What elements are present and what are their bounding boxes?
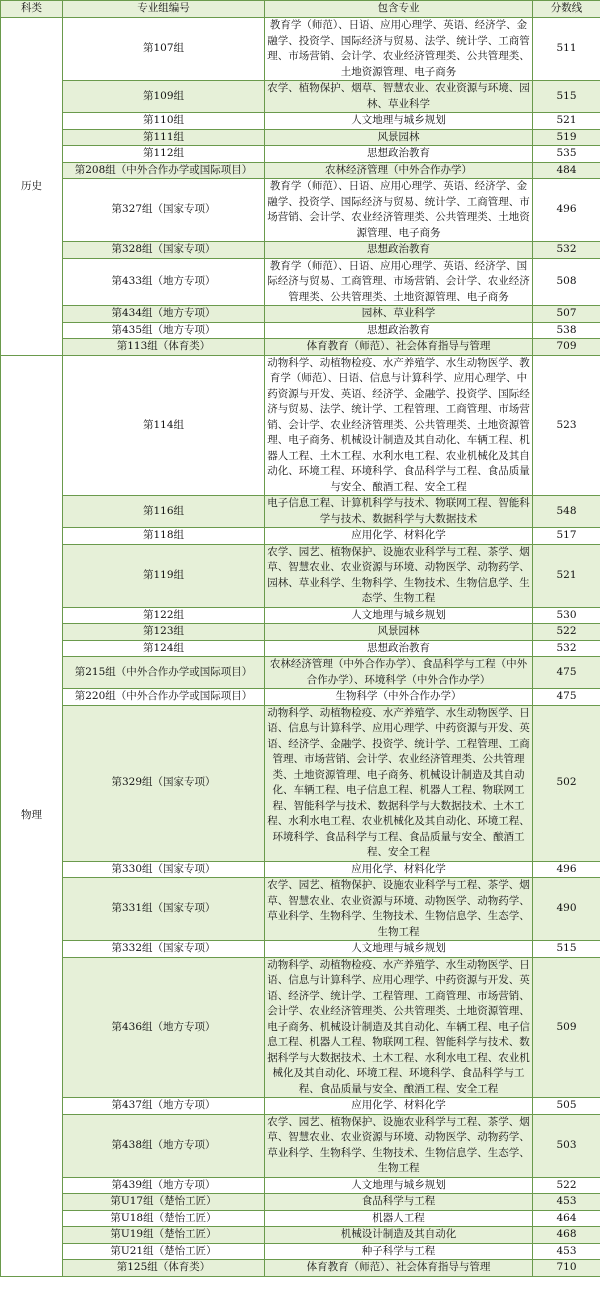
majors-cell: 人文地理与城乡规划 (265, 113, 533, 130)
group-code-cell: 第U18组（楚怡工匠） (63, 1210, 265, 1227)
table-row (1, 657, 600, 689)
score-cell: 509 (533, 957, 600, 1098)
majors-cell: 体育教育（师范）、社会体育指导与管理 (265, 339, 533, 356)
score-cell: 523 (533, 355, 600, 496)
majors-cell: 应用化学、材料化学 (265, 528, 533, 545)
group-code-cell: 第435组（地方专项） (63, 322, 265, 339)
group-code-cell: 第124组 (63, 640, 265, 657)
score-cell: 532 (533, 640, 600, 657)
score-cell: 475 (533, 657, 600, 689)
table-row (1, 957, 600, 1098)
table-row (1, 941, 600, 958)
majors-cell: 农学、园艺、植物保护、设施农业科学与工程、茶学、烟草、智慧农业、农业资源与环境、动物医学、动物药学、园林、草业科学、生物科学、生物技术、生物信息学、生态学、生物工程 (265, 544, 533, 607)
majors-cell: 食品科学与工程 (265, 1194, 533, 1211)
table-row (1, 179, 600, 242)
table-row (1, 1114, 600, 1177)
majors-cell: 风景园林 (265, 624, 533, 641)
score-cell: 548 (533, 496, 600, 528)
table-row (1, 146, 600, 163)
table-row (1, 1177, 600, 1194)
score-cell: 521 (533, 113, 600, 130)
majors-cell: 人文地理与城乡规划 (265, 607, 533, 624)
table-row (1, 878, 600, 941)
table-row (1, 1227, 600, 1244)
group-code-cell: 第107组 (63, 18, 265, 81)
majors-cell: 风景园林 (265, 129, 533, 146)
header-category: 科类 (1, 1, 63, 18)
table-row (1, 339, 600, 356)
score-cell: 502 (533, 705, 600, 861)
majors-cell: 电子信息工程、计算机科学与技术、物联网工程、智能科学与技术、数据科学与大数据技术 (265, 496, 533, 528)
majors-cell: 农学、园艺、植物保护、设施农业科学与工程、茶学、烟草、智慧农业、农业资源与环境、动物医学、动物药学、草业科学、生物科学、生物技术、生物信息学、生态学、生物工程 (265, 1114, 533, 1177)
majors-cell: 农林经济管理（中外合作办学）、食品科学与工程（中外合作办学）、环境科学（中外合作办学） (265, 657, 533, 689)
table-row (1, 1210, 600, 1227)
table-row (1, 242, 600, 259)
score-cell: 515 (533, 941, 600, 958)
group-code-cell: 第434组（地方专项） (63, 306, 265, 323)
group-code-cell: 第437组（地方专项） (63, 1098, 265, 1115)
score-cell: 522 (533, 1177, 600, 1194)
group-code-cell: 第327组（国家专项） (63, 179, 265, 242)
table-row (1, 607, 600, 624)
score-cell: 508 (533, 258, 600, 306)
group-code-cell: 第110组 (63, 113, 265, 130)
majors-cell: 应用化学、材料化学 (265, 861, 533, 878)
majors-cell: 人文地理与城乡规划 (265, 941, 533, 958)
score-cell: 503 (533, 1114, 600, 1177)
group-code-cell: 第436组（地方专项） (63, 957, 265, 1098)
score-cell: 530 (533, 607, 600, 624)
table-row (1, 1098, 600, 1115)
majors-cell: 动物科学、动植物检疫、水产养殖学、水生动物医学、教育学（师范）、日语、信息与计算科学、应用心理学、中药资源与开发、英语、经济学、金融学、投资学、国际经济与贸易、法学、统计学、工程管理、工商管理、市场营销、会计学、农业经济管理类、公共管理类、土地资源管理、电子商务、机械设计制造及其自动化、车辆工程、机器人工程、土木工程、水利水电工程、农业机械化及其自动化、环境工程、环境科学、食品科学与工程、食品质量与安全、酿酒工程、安全工程 (265, 355, 533, 496)
header-row (1, 1, 600, 18)
table-row (1, 705, 600, 861)
group-code-cell: 第123组 (63, 624, 265, 641)
majors-cell: 思想政治教育 (265, 242, 533, 259)
group-code-cell: 第114组 (63, 355, 265, 496)
score-cell: 517 (533, 528, 600, 545)
group-code-cell: 第119组 (63, 544, 265, 607)
group-code-cell: 第125组（体育类） (63, 1260, 265, 1277)
category-cell: 物理 (1, 355, 63, 1276)
majors-cell: 教育学（师范）、日语、应用心理学、英语、经济学、国际经济与贸易、工商管理、市场营销、会计学、农业经济管理类、公共管理类、土地资源管理、电子商务 (265, 258, 533, 306)
score-cell: 538 (533, 322, 600, 339)
majors-cell: 思想政治教育 (265, 146, 533, 163)
table-row (1, 113, 600, 130)
group-code-cell: 第433组（地方专项） (63, 258, 265, 306)
header-score: 分数线 (533, 1, 600, 18)
group-code-cell: 第109组 (63, 81, 265, 113)
table-row (1, 18, 600, 81)
score-cell: 505 (533, 1098, 600, 1115)
group-code-cell: 第331组（国家专项） (63, 878, 265, 941)
header-group-code: 专业组编号 (63, 1, 265, 18)
category-cell: 历史 (1, 18, 63, 356)
score-cell: 468 (533, 1227, 600, 1244)
majors-cell: 教育学（师范）、日语、应用心理学、英语、经济学、金融学、投资学、国际经济与贸易、法学、统计学、工商管理、市场营销、会计学、农业经济管理类、公共管理类、土地资源管理、电子商务 (265, 18, 533, 81)
group-code-cell: 第116组 (63, 496, 265, 528)
group-code-cell: 第328组（国家专项） (63, 242, 265, 259)
score-cell: 521 (533, 544, 600, 607)
majors-cell: 思想政治教育 (265, 640, 533, 657)
score-cell: 532 (533, 242, 600, 259)
group-code-cell: 第U17组（楚怡工匠） (63, 1194, 265, 1211)
score-cell: 453 (533, 1243, 600, 1260)
group-code-cell: 第111组 (63, 129, 265, 146)
score-cell: 709 (533, 339, 600, 356)
group-code-cell: 第122组 (63, 607, 265, 624)
table-row (1, 129, 600, 146)
score-cell: 511 (533, 18, 600, 81)
majors-cell: 园林、草业科学 (265, 306, 533, 323)
majors-cell: 动物科学、动植物检疫、水产养殖学、水生动物医学、日语、信息与计算科学、应用心理学、中药资源与开发、英语、经济学、统计学、工程管理、工商管理、市场营销、会计学、农业经济管理类、公共管理类、土地资源管理、电子商务、机械设计制造及其自动化、车辆工程、电子信息工程、机器人工程、物联网工程、智能科学与技术、数据科学与大数据技术、土木工程、水利水电工程、农业机械化及其自动化、环境工程、环境科学、食品科学与工程、食品质量与安全、酿酒工程、安全工程 (265, 957, 533, 1098)
majors-cell: 生物科学（中外合作办学） (265, 689, 533, 706)
majors-cell: 种子科学与工程 (265, 1243, 533, 1260)
group-code-cell: 第330组（国家专项） (63, 861, 265, 878)
score-cell: 519 (533, 129, 600, 146)
group-code-cell: 第438组（地方专项） (63, 1114, 265, 1177)
majors-cell: 教育学（师范）、日语、应用心理学、英语、经济学、金融学、投资学、国际经济与贸易、统计学、工商管理、市场营销、会计学、农业经济管理类、公共管理类、土地资源管理、电子商务 (265, 179, 533, 242)
score-cell: 535 (533, 146, 600, 163)
majors-cell: 农学、植物保护、烟草、智慧农业、农业资源与环境、园林、草业科学 (265, 81, 533, 113)
table-row (1, 640, 600, 657)
table-row (1, 689, 600, 706)
group-code-cell: 第332组（国家专项） (63, 941, 265, 958)
table-row (1, 528, 600, 545)
score-cell: 490 (533, 878, 600, 941)
majors-cell: 农学、园艺、植物保护、设施农业科学与工程、茶学、烟草、智慧农业、农业资源与环境、动物医学、动物药学、草业科学、生物科学、生物技术、生物信息学、生态学、生物工程 (265, 878, 533, 941)
group-code-cell: 第208组（中外合作办学或国际项目） (63, 162, 265, 179)
score-cell: 475 (533, 689, 600, 706)
group-code-cell: 第220组（中外合作办学或国际项目） (63, 689, 265, 706)
table-row (1, 1243, 600, 1260)
majors-cell: 思想政治教育 (265, 322, 533, 339)
score-cell: 453 (533, 1194, 600, 1211)
group-code-cell: 第U21组（楚怡工匠） (63, 1243, 265, 1260)
majors-cell: 机械设计制造及其自动化 (265, 1227, 533, 1244)
score-cell: 464 (533, 1210, 600, 1227)
group-code-cell: 第112组 (63, 146, 265, 163)
table-row (1, 258, 600, 306)
score-cell: 507 (533, 306, 600, 323)
table-body (1, 18, 600, 1277)
table-row (1, 322, 600, 339)
score-cell: 710 (533, 1260, 600, 1277)
table-row (1, 162, 600, 179)
group-code-cell: 第113组（体育类） (63, 339, 265, 356)
score-cell: 496 (533, 179, 600, 242)
group-code-cell: 第118组 (63, 528, 265, 545)
group-code-cell: 第439组（地方专项） (63, 1177, 265, 1194)
group-code-cell: 第329组（国家专项） (63, 705, 265, 861)
group-code-cell: 第215组（中外合作办学或国际项目） (63, 657, 265, 689)
header-majors: 包含专业 (265, 1, 533, 18)
score-cell: 484 (533, 162, 600, 179)
majors-cell: 动物科学、动植物检疫、水产养殖学、水生动物医学、日语、信息与计算科学、应用心理学、中药资源与开发、英语、经济学、金融学、投资学、统计学、工程管理、工商管理、市场营销、会计学、农业经济管理类、公共管理类、土地资源管理、电子商务、机械设计制造及其自动化、车辆工程、电子信息工程、机器人工程、物联网工程、智能科学与技术、数据科学与大数据技术、土木工程、水利水电工程、农业机械化及其自动化、环境工程、环境科学、食品科学与工程、食品质量与安全、酿酒工程、安全工程 (265, 705, 533, 861)
majors-cell: 农林经济管理（中外合作办学） (265, 162, 533, 179)
table-row (1, 1260, 600, 1277)
table-row (1, 496, 600, 528)
majors-cell: 应用化学、材料化学 (265, 1098, 533, 1115)
majors-cell: 人文地理与城乡规划 (265, 1177, 533, 1194)
table-row (1, 355, 600, 496)
table-row (1, 1194, 600, 1211)
group-code-cell: 第U19组（楚怡工匠） (63, 1227, 265, 1244)
score-cell: 522 (533, 624, 600, 641)
majors-cell: 体育教育（师范）、社会体育指导与管理 (265, 1260, 533, 1277)
score-cell: 515 (533, 81, 600, 113)
table-row (1, 624, 600, 641)
score-cell: 496 (533, 861, 600, 878)
table-row (1, 306, 600, 323)
majors-cell: 机器人工程 (265, 1210, 533, 1227)
table-row (1, 544, 600, 607)
table-row (1, 81, 600, 113)
table-row (1, 861, 600, 878)
